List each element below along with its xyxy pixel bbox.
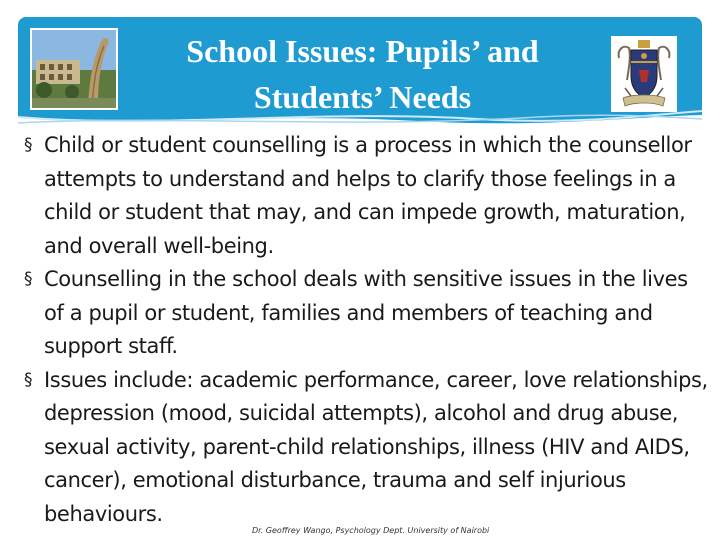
bullet-marker: § (24, 135, 33, 155)
bullet-marker: § (24, 269, 33, 289)
title-line-2: Students’ Needs (253, 79, 472, 115)
bullet-item (20, 263, 710, 364)
bullet-item (20, 364, 710, 532)
university-coat-of-arms-icon (611, 36, 677, 112)
bullet-text: Child or student counselling is a process in which the counsellor attempts to understand and helps to clarify those feelings in a child or student that may, and can impede growth, maturation, and overall well-being. (44, 133, 692, 258)
slide-footer: Dr. Geoffrey Wango, Psychology Dept. University of Nairobi (252, 526, 490, 535)
campus-building-photo (30, 28, 118, 110)
title-line-1: School Issues: Pupils’ and (186, 33, 539, 69)
bullet-text: Counselling in the school deals with sensitive issues in the lives of a pupil or student, families and members of teaching and support staff. (44, 267, 688, 358)
bullet-marker: § (24, 369, 33, 390)
bullet-list (20, 129, 710, 531)
bullet-item (20, 129, 710, 263)
slide-title (125, 28, 600, 120)
bullet-text: Issues include: academic performance, career, love relationships, depression (mood, suicidal attempts), alcohol and drug abuse, sexual activity, parent-child relationships, illness (HIV and AIDS, cancer), emotional disturbance, trauma and self injurious behaviours. (44, 367, 708, 526)
